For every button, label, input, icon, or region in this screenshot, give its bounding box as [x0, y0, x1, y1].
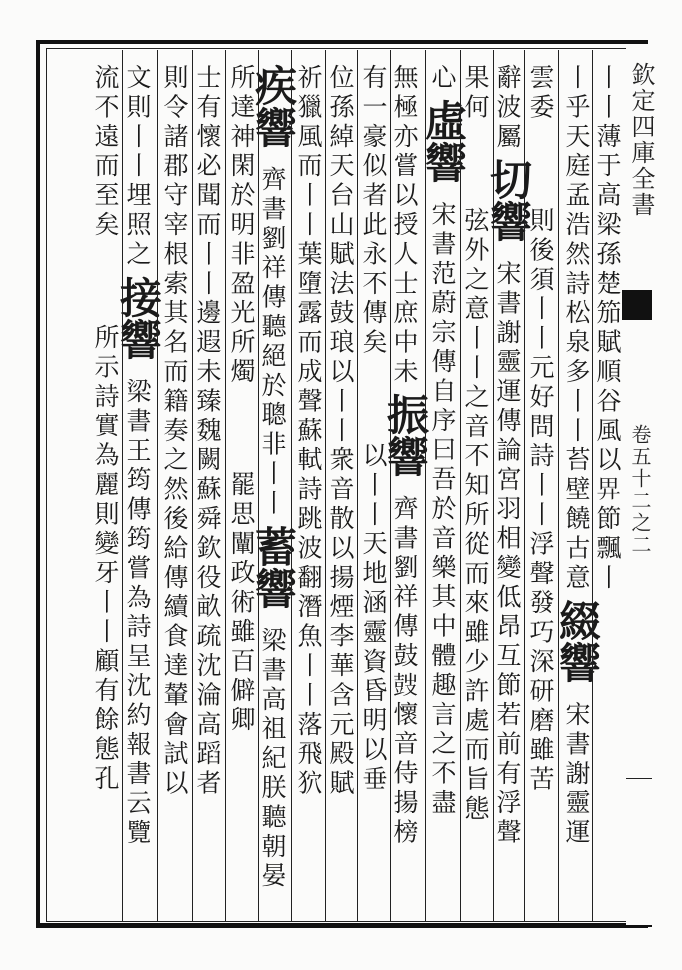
- headword: 蓄響: [249, 524, 298, 609]
- text-segment: 士有懷必聞而丨丨邊遐未臻魏闕蘇舜欽役畝疏沈淪高蹈者: [193, 64, 222, 799]
- text-segment: 梁書王筠傳筠嘗為詩呈沈約報書云覽: [123, 377, 152, 849]
- text-segment: 心: [428, 64, 457, 94]
- text-segment: 流不遠而至矣: [91, 64, 120, 241]
- text-segment: 果何: [461, 64, 490, 123]
- text-segment: 弦外之意丨丨之音不知所從而來雖少許處而旨態: [461, 206, 490, 825]
- text-segment: 雲委: [526, 64, 555, 123]
- margin-book-title: 欽定四庫全書: [627, 62, 655, 218]
- column-rule: [192, 50, 193, 922]
- text-segment: 齊書劉祥傳鼓𡔷懷音侍揚榜: [390, 495, 419, 849]
- column-rule: [291, 50, 292, 922]
- margin-volume-label: 卷五十二之二: [628, 424, 652, 556]
- column-rule: [493, 50, 494, 922]
- column-rule: [524, 50, 525, 922]
- column-rule: [357, 50, 358, 922]
- text-segment: 宋書范蔚宗傳自序曰吾於音樂其中體趣言之不盡: [428, 201, 457, 819]
- column-rule: [592, 50, 593, 922]
- text-segment: 文則丨丨埋照之: [123, 64, 152, 270]
- text-segment: 位孫綽天台山賦法鼓琅以丨丨衆音散以揚煙李華含元殿賦: [326, 64, 355, 799]
- column-rule: [157, 50, 158, 922]
- text-segment: 丨乎天庭孟浩然詩松泉多丨丨苔壁饒古意: [562, 64, 591, 594]
- column-rule: [258, 50, 259, 922]
- text-segment: 有一豪似者此永不傳矣: [359, 64, 388, 358]
- headword: 疾響: [249, 64, 298, 148]
- fish-tail-rule: [622, 318, 652, 325]
- margin-rule: [626, 778, 652, 779]
- column-rule: [558, 50, 559, 922]
- text-segment: 祈獵風而丨丨葉墮露而成聲蘇軾詩跳波翻潛魚丨丨落飛狖: [294, 64, 323, 799]
- column-rule: [325, 50, 326, 922]
- margin-strip: [626, 44, 655, 926]
- text-segment: 宋書謝靈運傳論宮羽相變低昂互節若前有浮聲: [493, 260, 522, 849]
- margin-bottom-rule: [622, 925, 652, 927]
- text-segment: 罷思闡政術雖百僻卿: [227, 471, 256, 737]
- text-segment: 所達神閑於明非盈光所燭: [227, 64, 256, 388]
- text-segment: 則令諸郡守宰根索其名而籍奏之然後給傳續食達輦會試以: [160, 64, 189, 799]
- column-rule: [225, 50, 226, 922]
- headword: 切響: [484, 158, 533, 243]
- column-rule: [425, 50, 426, 922]
- text-segment: 以丨丨天地涵靈資昏明以垂: [359, 442, 388, 795]
- text-segment: 則後須丨丨元好問詩丨丨浮聲發巧深研磨雖苦: [526, 206, 555, 795]
- headword: 綴響: [553, 599, 602, 684]
- text-segment: 梁書高祖紀朕聽朝晏: [258, 626, 287, 892]
- text-segment: 齊書劉祥傳聽絕於聰非丨丨: [258, 166, 287, 519]
- column-rule: [390, 50, 391, 922]
- text-segment: 丨丨薄于高梁孫楚笳賦順谷風以𢌿節飄丨: [593, 64, 622, 594]
- headword: 接響: [114, 275, 163, 360]
- headword: 虛響: [419, 99, 468, 184]
- text-segment: 無極亦嘗以授人士庶中未: [390, 64, 419, 388]
- text-segment: 宋書謝靈運: [562, 701, 591, 849]
- column-rule: [460, 50, 461, 922]
- headword: 振響: [381, 393, 430, 478]
- text-segment: 所示詩實為麗則變牙丨丨顧有餘態孔: [91, 324, 120, 795]
- fish-tail-mark: [622, 290, 652, 320]
- column-rule: [122, 50, 123, 922]
- text-segment: 辭波屬: [493, 64, 522, 153]
